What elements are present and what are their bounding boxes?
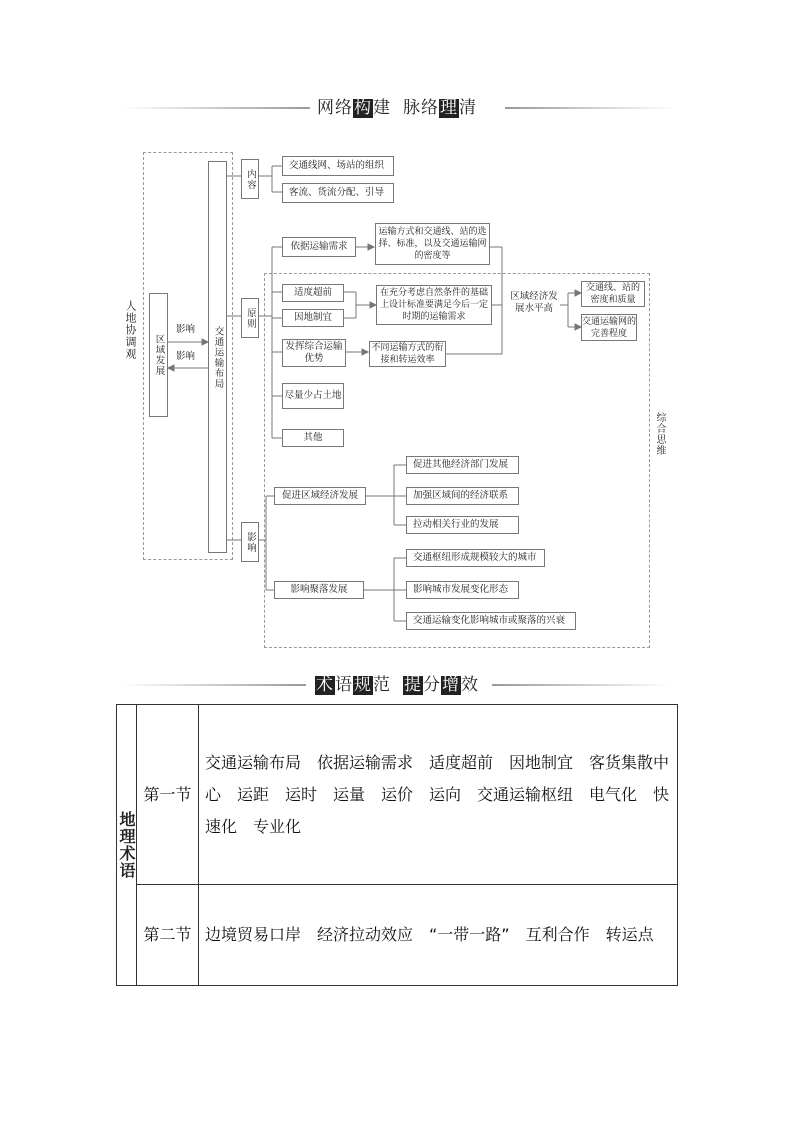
header1-text-a: 网络 [317, 98, 353, 118]
box-content: 内容 [241, 159, 259, 199]
box-econ-item-3: 拉动相关行业的发展 [406, 516, 519, 534]
header2-highlight-c: 提 [404, 675, 422, 695]
box-region-development: 区域发展 [149, 293, 168, 417]
header1-text-d: 清 [459, 98, 477, 118]
box-econ-item-2: 加强区域间的经济联系 [406, 487, 519, 505]
header2-text-c: 分 [423, 675, 441, 695]
box-econ-promote: 促进区域经济发展 [274, 487, 366, 505]
box-advantage-detail: 不同运输方式的衔接和转运效率 [369, 341, 446, 367]
box-demand-detail: 运输方式和交通线、站的选择、标准，以及交通运输网的密度等 [375, 223, 490, 265]
terms-section-cell-2 [137, 885, 199, 985]
box-econ-item-1: 促进其他经济部门发展 [406, 456, 519, 474]
box-other: 其他 [282, 429, 344, 447]
terms-line: 心 运距 运时 运量 运价 运向 交通运输枢纽 电气化 快 [205, 785, 670, 804]
label-human-earth: 人地协调观 [124, 300, 137, 360]
box-content-item-2: 客流、货流分配、引导 [282, 183, 394, 203]
header2-text-a: 语 [335, 675, 353, 695]
header1-text-b: 建 [373, 98, 391, 118]
box-transport-layout: 交通运输布局 [208, 161, 227, 553]
header2-text-b: 范 [373, 675, 391, 695]
box-econ-result-2: 交通运输网的完善程度 [581, 314, 637, 341]
box-econ-result-1: 交通线、站的密度和质量 [581, 281, 645, 307]
header1-text-c: 脉络 [403, 98, 439, 118]
terms-section-label-2: 第二节 [143, 925, 192, 944]
header2-highlight-a: 术 [316, 675, 334, 695]
box-settlement: 影响聚落发展 [274, 581, 364, 599]
box-impact: 影响 [241, 522, 259, 562]
terms-side-cell [117, 705, 137, 985]
header1-highlight-b: 理 [440, 98, 458, 118]
terms-content-cell-1 [199, 705, 677, 885]
terms-table [116, 704, 678, 986]
box-moderate-detail: 在充分考虑自然条件的基础上设计标准要满足今后一定时期的运输需求 [376, 285, 492, 325]
terms-line: 速化 专业化 [205, 817, 302, 836]
header2-text-d: 效 [461, 675, 479, 695]
label-econ-level: 区域经济发展水平高 [510, 291, 558, 314]
section-title-terms [0, 673, 794, 697]
header2-highlight-b: 规 [354, 675, 372, 695]
box-demand: 依据运输需求 [282, 237, 356, 257]
box-land: 尽量少占土地 [282, 383, 344, 409]
box-settle-item-1: 交通枢纽形成规模较大的城市 [406, 549, 545, 567]
box-principle: 原则 [241, 298, 259, 338]
arrow-label-impact-top: 影响 [176, 324, 196, 335]
terms-line: 边境贸易口岸 经济拉动效应 “一带一路” 互利合作 转运点 [205, 925, 654, 944]
section-header-terms [0, 673, 794, 697]
label-integrated-thinking: 综合思维 [654, 412, 665, 456]
box-settle-item-3: 交通运输变化影响城市或聚落的兴衰 [406, 612, 576, 630]
arrow-label-impact-bottom: 影响 [176, 351, 196, 362]
box-moderate: 适度超前 [282, 284, 344, 302]
box-content-item-1: 交通线网、场站的组织 [282, 156, 394, 176]
terms-line: 交通运输布局 依据运输需求 适度超前 因地制宜 客货集散中 [205, 753, 670, 772]
box-settle-item-2: 影响城市发展变化形态 [406, 581, 519, 599]
terms-side-label: 地理术语 [117, 811, 136, 879]
box-local: 因地制宜 [282, 309, 344, 327]
box-advantage: 发挥综合运输优势 [282, 339, 346, 367]
terms-section-cell-1 [137, 705, 199, 885]
terms-section-label-1: 第一节 [143, 784, 192, 804]
header2-highlight-d: 增 [442, 675, 460, 695]
header1-highlight-a: 构 [354, 98, 372, 118]
terms-content-cell-2 [199, 885, 677, 985]
